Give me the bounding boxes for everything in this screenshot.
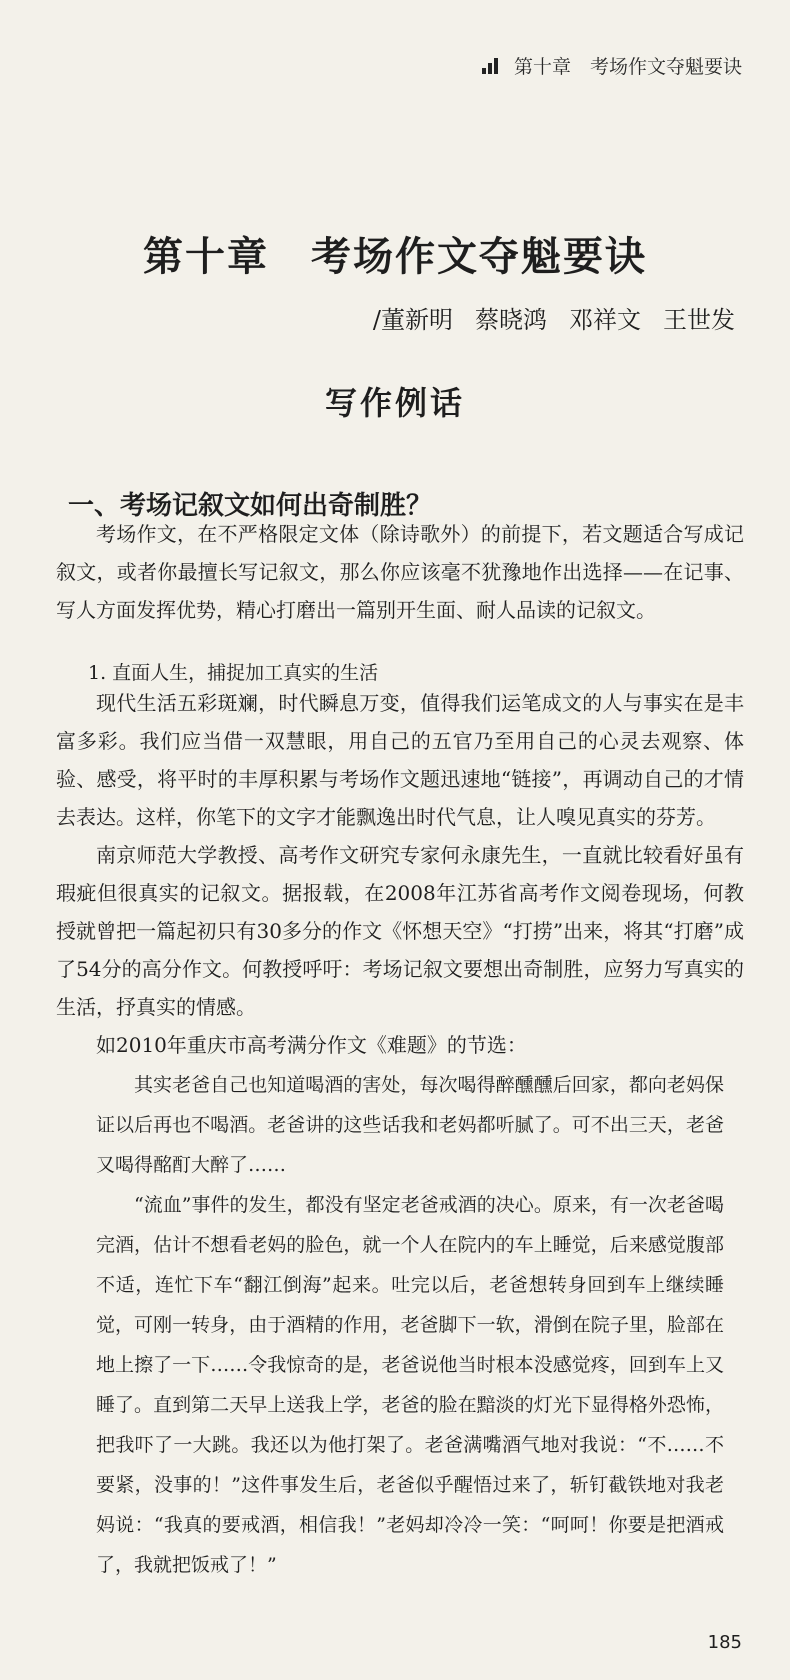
chapter-number: 第十章 bbox=[143, 234, 269, 280]
essay-excerpt bbox=[96, 1065, 724, 1585]
excerpt-paragraph: “流血”事件的发生，都没有坚定老爸戒酒的决心。原来，有一次老爸喝完酒，估计不想看老妈的脸色，就一个人在院内的车上睡觉，后来感觉腹部不适，连忙下车“翻江倒海”起来。吐完以后，老爸想转身回到车上继续睡觉，可刚一转身，由于酒精的作用，老爸脚下一软，滑倒在院子里，脸部在地上擦了一下……令我惊奇的是，老爸说他当时根本没感觉疼，回到车上又睡了。直到第二天早上送我上学，老爸的脸在黯淡的灯光下显得格外恐怖，把我吓了一大跳。我还以为他打架了。老爸满嘴酒气地对我说：“不……不要紧，没事的！”这件事发生后，老爸似乎醒悟过来了，斩钉截铁地对我老妈说：“我真的要戒酒，相信我！”老妈却冷冷一笑：“呵呵！你要是把酒戒了，我就把饭戒了！” bbox=[96, 1194, 724, 1576]
heading-level-2: 1. 直面人生，捕捉加工真实的生活 bbox=[88, 662, 379, 684]
author: 蔡晓鸿 bbox=[475, 306, 547, 334]
page-number: 185 bbox=[707, 1632, 742, 1653]
section-title: 写作例话 bbox=[324, 384, 465, 422]
paragraph: 如2010年重庆市高考满分作文《难题》的节选： bbox=[96, 1033, 527, 1057]
running-header bbox=[482, 52, 742, 79]
author: 邓祥文 bbox=[569, 306, 641, 334]
intro-text bbox=[56, 515, 744, 629]
chapter-name: 考场作文夺魁要诀 bbox=[311, 234, 647, 280]
paragraph: 现代生活五彩斑斓，时代瞬息万变，值得我们运笔成文的人与事实在是丰富多彩。我们应当借一双慧眼，用自己的五官乃至用自己的心灵去观察、体验、感受，将平时的丰厚积累与考场作文题迅速地“链接”，再调动自己的才情去表达。这样，你笔下的文字才能飘逸出时代气息，让人嗅见真实的芬芳。 bbox=[56, 691, 744, 829]
heading-level-1: 一、考场记叙文如何出奇制胜？ bbox=[68, 491, 433, 521]
body-text bbox=[56, 646, 744, 1064]
author: /董新明 bbox=[372, 306, 453, 334]
paragraph: 南京师范大学教授、高考作文研究专家何永康先生，一直就比较看好虽有瑕疵但很真实的记叙文。据报载，在2008年江苏省高考作文阅卷现场，何教授就曾把一篇起初只有30多分的作文《怀想天空》“打捞”出来，将其“打磨”成了54分的高分作文。何教授呼吁：考场记叙文要想出奇制胜，应努力写真实的生活，抒真实的情感。 bbox=[56, 843, 744, 1019]
running-title: 第十章 考场作文夺魁要诀 bbox=[513, 56, 742, 78]
excerpt-paragraph: 其实老爸自己也知道喝酒的害处，每次喝得醉醺醺后回家，都向老妈保证以后再也不喝酒。老爸讲的这些话我和老妈都听腻了。可不出三天，老爸又喝得酩酊大醉了…… bbox=[96, 1074, 724, 1176]
author-list bbox=[373, 300, 735, 335]
bar-chart-icon bbox=[482, 58, 498, 74]
author: 王世发 bbox=[663, 306, 735, 334]
chapter-title bbox=[0, 225, 790, 282]
paragraph: 考场作文，在不严格限定文体（除诗歌外）的前提下，若文题适合写成记叙文，或者你最擅长写记叙文，那么你应该毫不犹豫地作出选择——在记事、写人方面发挥优势，精心打磨出一篇别开生面、耐人品读的记叙文。 bbox=[56, 522, 744, 622]
